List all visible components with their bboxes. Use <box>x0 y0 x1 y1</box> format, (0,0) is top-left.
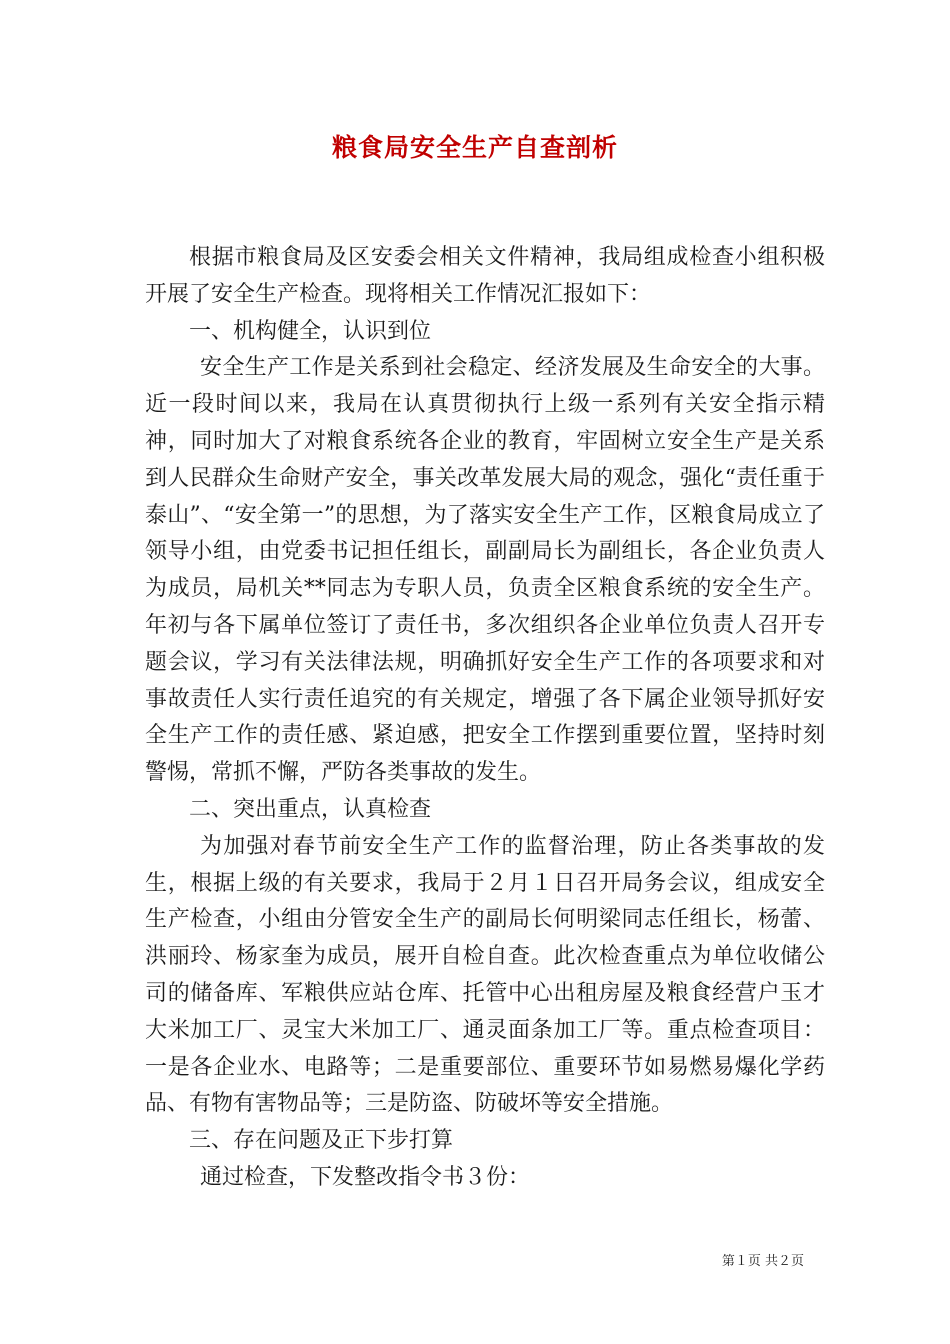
intro-paragraph: 根据市粮食局及区安委会相关文件精神，我局组成检查小组积极开展了安全生产检查。现将相关工作情况汇报如下： <box>145 245 825 307</box>
section-heading-3: 三、存在问题及正下步打算 <box>189 1128 454 1154</box>
section-1-paragraph: 安全生产工作是关系到社会稳定、经济发展及生命安全的大事。近一段时间以来，我局在认真贯彻执行上级一系列有关安全指示精神，同时加大了对粮食系统各企业的教育，牢固树立安全生产是关系到人民群众生命财产安全，事关改革发展大局的观念，强化“责任重于泰山”、“安全第一”的思想，为了落实安全生产工作，区粮食局成立了领导小组，由党委书记担任组长，副副局长为副组长，各企业负责人为成员，局机关**同志为专职人员，负责全区粮食系统的安全生产。年初与各下属单位签订了责任书，多次组织各企业单位负责人召开专题会议，学习有关法律法规，明确抓好安全生产工作的各项要求和对事故责任人实行责任追究的有关规定，增强了各下属企业领导抓好安全生产工作的责任感、紧迫感，把安全工作摆到重要位置，坚持时刻警惕，常抓不懈，严防各类事故的发生。 <box>145 355 825 786</box>
section-heading-1: 一、机构健全，认识到位 <box>189 318 432 344</box>
page-number: 第１页 共２页 <box>721 1254 804 1269</box>
document-title: 粮食局安全生产自查剖析 <box>331 133 618 162</box>
document-body <box>145 240 825 1197</box>
section-2-paragraph: 为加强对春节前安全生产工作的监督治理，防止各类事故的发生，根据上级的有关要求，我局于２月１日召开局务会议，组成安全生产检查，小组由分管安全生产的副局长何明梁同志任组长，杨蕾、洪丽玲、杨家奎为成员，展开自检自查。此次检查重点为单位收储公司的储备库、军粮供应站仓库、托管中心出租房屋及粮食经营户玉才大米加工厂、灵宝大米加工厂、通灵面条加工厂等。重点检查项目：一是各企业水、电路等；二是重要部位、重要环节如易燃易爆化学药品、有物有害物品等；三是防盗、防破坏等安全措施。 <box>145 833 825 1117</box>
section-3-paragraph: 通过检查，下发整改指令书３份： <box>200 1164 531 1190</box>
section-heading-2: 二、突出重点，认真检查 <box>189 796 432 822</box>
